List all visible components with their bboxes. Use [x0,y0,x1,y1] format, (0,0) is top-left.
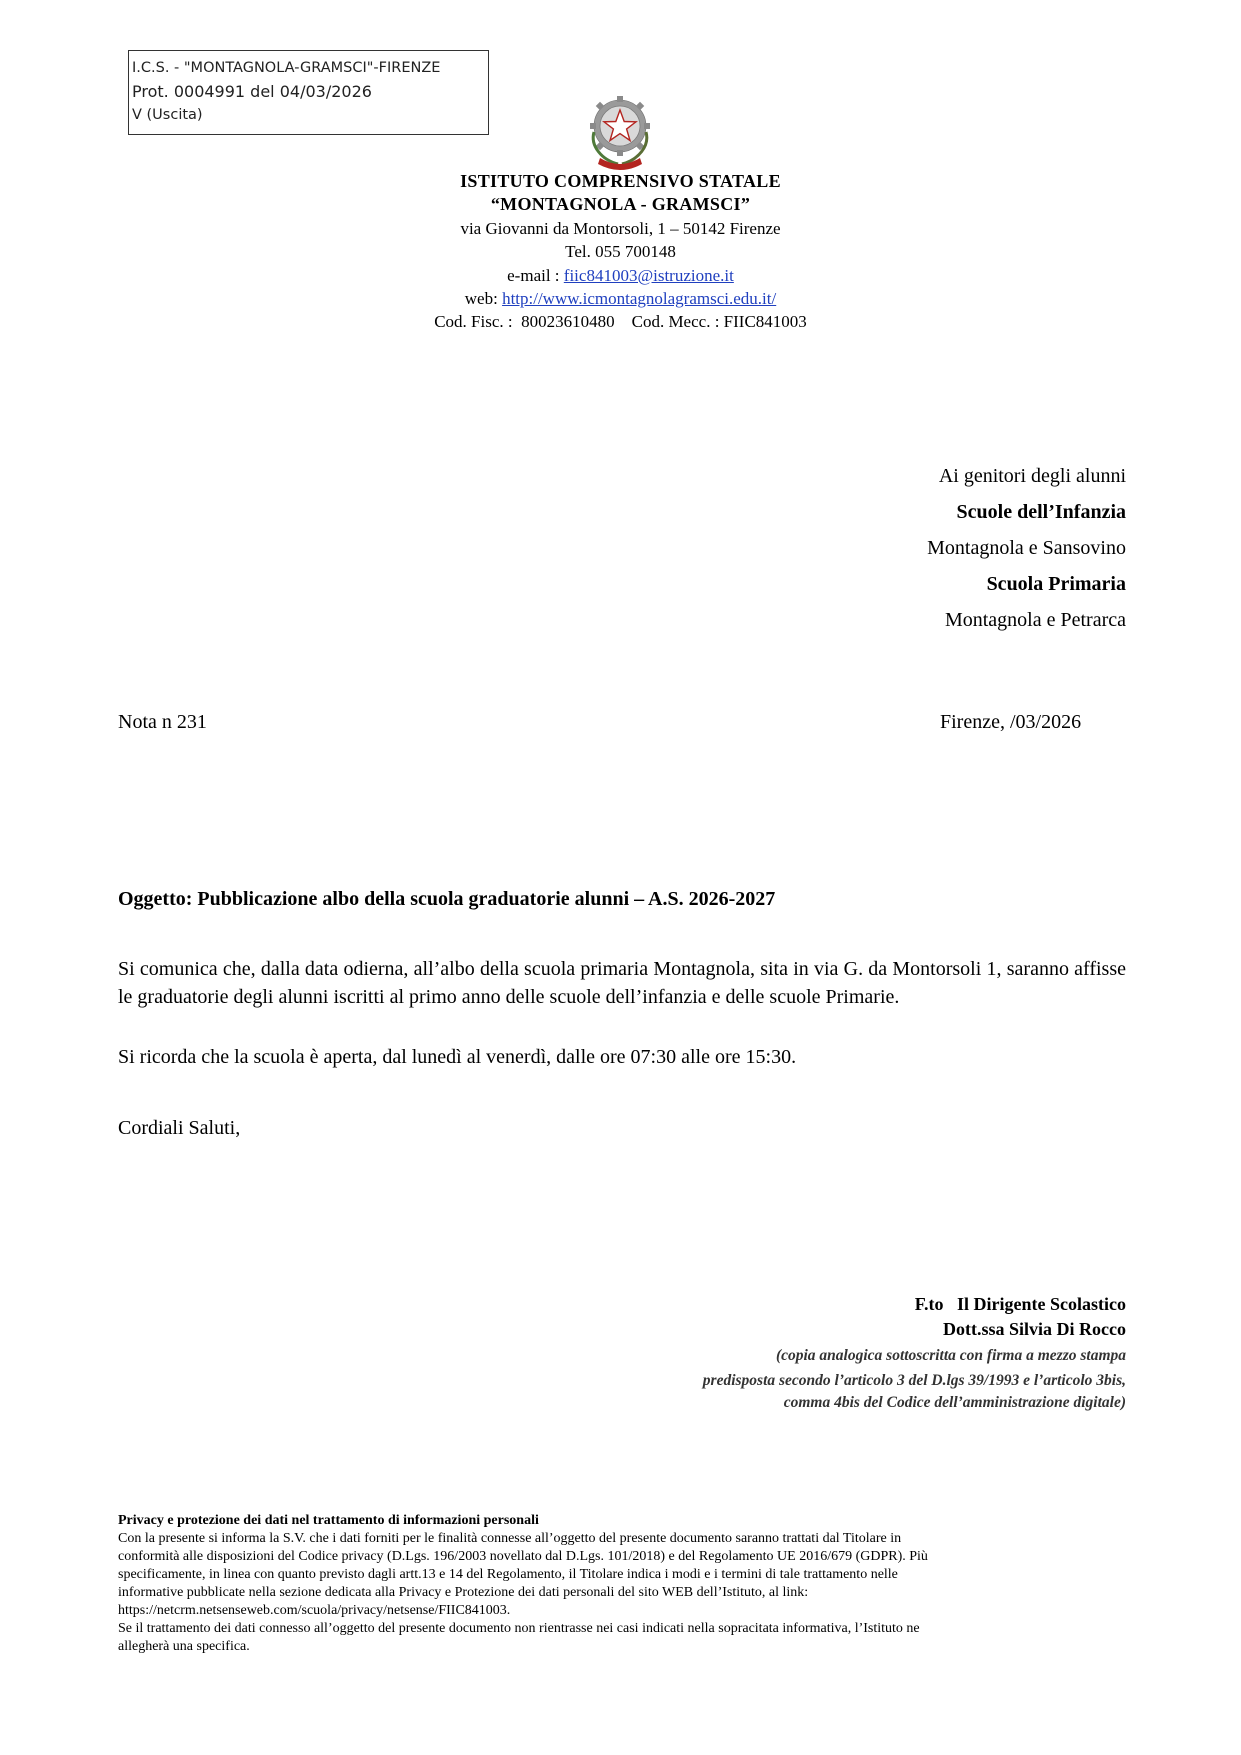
signature-note: comma 4bis del Codice dell’amministrazione digitale) [783,1394,1126,1411]
signature-title: F.to Il Dirigente Scolastico [914,1294,1126,1314]
institute-type: ISTITUTO COMPRENSIVO STATALE [460,171,781,191]
email-label: e-mail : [507,265,564,285]
recipients-block [927,458,1126,638]
email-link[interactable]: fiic841003@istruzione.it [563,265,734,285]
privacy-notice [118,1512,1128,1656]
subject-line: Oggetto: Pubblicazione albo della scuola graduatorie alunni – A.S. 2026-2027 [118,888,776,910]
protocol-direction: V (Uscita) [132,107,203,123]
institute-address: via Giovanni da Montorsoli, 1 – 50142 Firenze [460,218,781,238]
institute-web-line [0,287,1241,310]
signature-note: predisposta secondo l’articolo 3 del D.lgs 39/1993 e l’articolo 3bis, [702,1372,1126,1389]
protocol-number: Prot. 0004991 del 04/03/2026 [132,82,372,101]
privacy-line: conformità alle disposizioni del Codice privacy (D.Lgs. 196/2003 novellato dal D.Lgs. 101/2018) e del Regolamento UE 2016/679 (GDPR). Più [118,1549,928,1564]
protocol-institute: I.C.S. - "MONTAGNOLA-GRAMSCI"-FIRENZE [132,60,441,76]
protocol-stamp [128,50,489,135]
letterhead [0,170,1241,334]
recipient-line: Montagnola e Petrarca [944,609,1126,631]
italian-republic-emblem-icon [580,88,660,172]
signature-note: (copia analogica sottoscritta con firma a mezzo stampa [775,1347,1126,1364]
signature-block [703,1292,1126,1414]
institute-codes: Cod. Fisc. : 80023610480 Cod. Mecc. : FIIC841003 [434,312,807,332]
privacy-link[interactable]: https://netcrm.netsenseweb.com/scuola/privacy/netsense/FIIC841003. [118,1603,511,1618]
website-link[interactable]: http://www.icmontagnolagramsci.edu.it/ [502,289,777,309]
recipient-line: Scuola Primaria [986,573,1126,595]
body-paragraph: Si ricorda che la scuola è aperta, dal lunedì al venerdì, dalle ore 07:30 alle ore 15:30. [118,1046,797,1068]
web-label: web: [464,289,503,309]
privacy-line: specificamente, in linea con quanto previsto dagli artt.13 e 14 del Regolamento, il Titolare indica i modi e i termini di tale trattamento nelle [118,1567,898,1582]
note-number: Nota n 231 [118,711,207,733]
place-date: Firenze, /03/2026 [940,711,1082,733]
institute-name: “MONTAGNOLA - GRAMSCI” [490,194,751,215]
privacy-line: Se il trattamento dei dati connesso all’oggetto del presente documento non rientrasse nei casi indicati nella sopracitata informativa, l’Istituto ne [118,1621,920,1636]
institute-phone: Tel. 055 700148 [565,242,676,262]
privacy-title: Privacy e protezione dei dati nel trattamento di informazioni personali [118,1513,539,1528]
closing-salutation: Cordiali Saluti, [118,1117,241,1139]
institute-email-line [0,264,1241,287]
privacy-line: Con la presente si informa la S.V. che i dati forniti per le finalità connesse all’oggetto del presente documento saranno trattati dal Titolare in [118,1531,902,1546]
signature-name: Dott.ssa Silvia Di Rocco [943,1319,1126,1339]
privacy-line: allegherà una specifica. [118,1639,250,1654]
body-paragraph: Si comunica che, dalla data odierna, all’albo della scuola primaria Montagnola, sita in via G. da Montorsoli 1, saranno affisse le graduatorie degli alunni iscritti al primo anno delle scuole dell’infanzia e delle scuole Primarie. [118,958,1126,1008]
recipient-line: Scuole dell’Infanzia [956,501,1126,523]
privacy-line: informative pubblicate nella sezione dedicata alla Privacy e Protezione dei dati personali del sito WEB dell’Istituto, al link: [118,1585,809,1600]
recipient-line: Montagnola e Sansovino [927,537,1126,559]
recipient-line: Ai genitori degli alunni [938,465,1126,487]
